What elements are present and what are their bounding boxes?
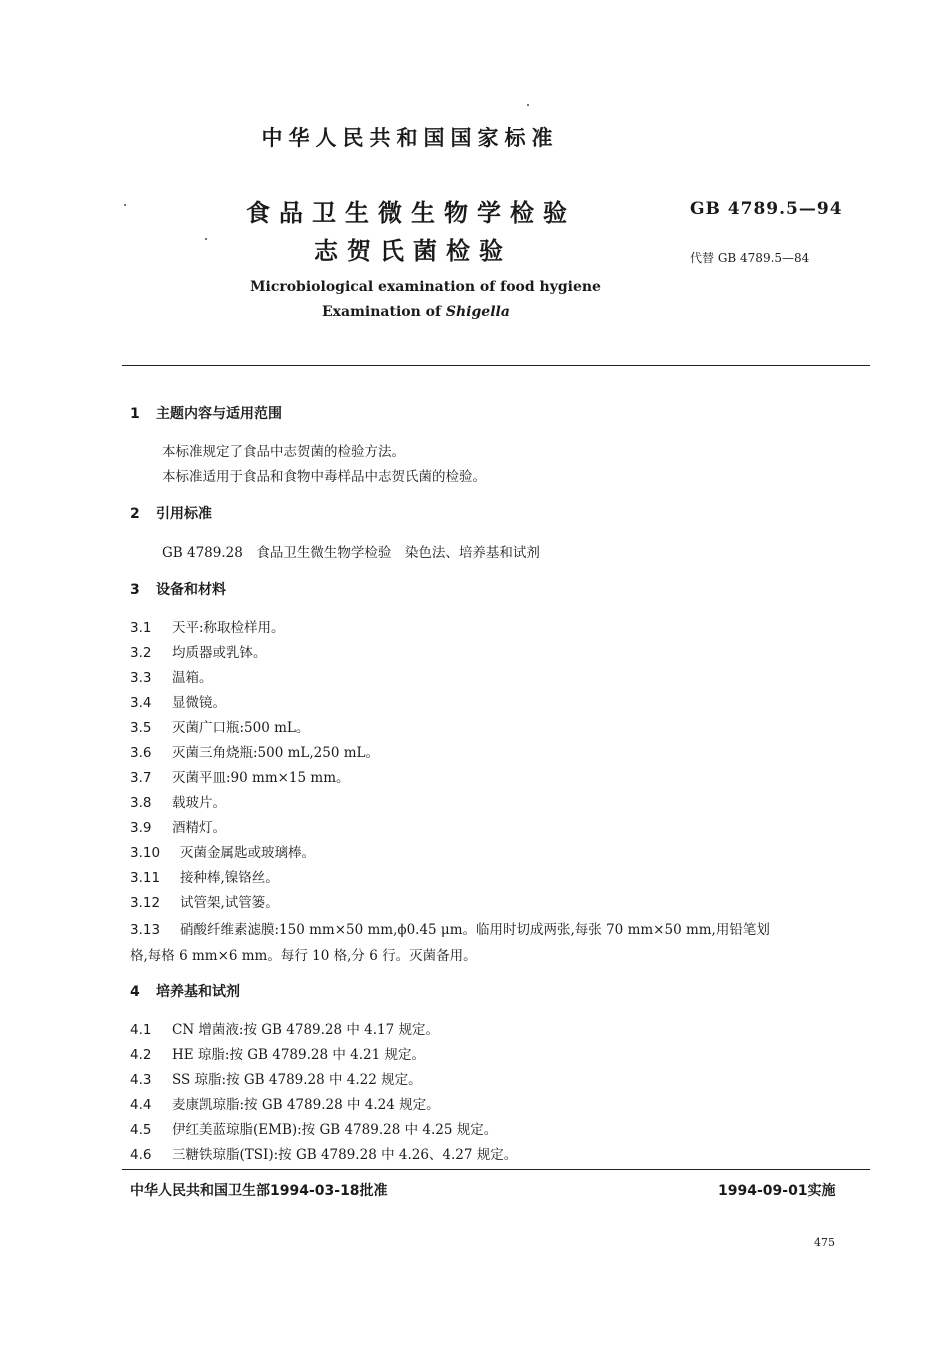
item-number: 3.12 <box>130 895 161 911</box>
item-text: 灭菌三角烧瓶:500 mL,250 mL。 <box>172 745 379 761</box>
footer-divider <box>122 1169 870 1170</box>
list-item <box>130 891 279 911</box>
item-text: 三糖铁琼脂(TSI):按 GB 4789.28 中 4.26、4.27 规定。 <box>172 1147 518 1163</box>
item-text: 灭菌金属匙或玻璃棒。 <box>180 845 315 861</box>
scan-speck <box>527 104 529 106</box>
item-continuation: 格,每格 6 mm×6 mm。每行 10 格,分 6 行。灭菌备用。 <box>130 948 477 964</box>
standard-title-line1: 食品卫生微生物学检验 <box>246 199 576 227</box>
item-text: HE 琼脂:按 GB 4789.28 中 4.21 规定。 <box>172 1047 426 1063</box>
reference-standard: GB 4789.28 食品卫生微生物学检验 染色法、培养基和试剂 <box>162 545 540 561</box>
list-item <box>130 918 770 938</box>
list-item <box>130 691 226 711</box>
item-text: 酒精灯。 <box>172 820 226 836</box>
standard-title-line2: 志贺氏菌检验 <box>314 237 512 265</box>
list-item <box>130 1143 517 1163</box>
section-heading <box>130 403 282 423</box>
scan-speck <box>205 238 207 240</box>
item-number: 4.5 <box>130 1122 152 1138</box>
item-number: 3.1 <box>130 620 152 636</box>
item-number: 3.5 <box>130 720 152 736</box>
item-number: 3.11 <box>130 870 161 886</box>
item-number: 3.7 <box>130 770 152 786</box>
issuing-organization: 中华人民共和国国家标准 <box>261 126 559 150</box>
list-item <box>130 616 285 636</box>
item-text: SS 琼脂:按 GB 4789.28 中 4.22 规定。 <box>172 1072 422 1088</box>
section-title: 引用标准 <box>156 506 212 522</box>
section-title: 设备和材料 <box>156 582 226 598</box>
item-text: 灭菌广口瓶:500 mL。 <box>172 720 310 736</box>
section-title: 主题内容与适用范围 <box>156 406 282 422</box>
item-number: 4.3 <box>130 1072 152 1088</box>
item-number: 3.3 <box>130 670 152 686</box>
page-number: 475 <box>814 1236 835 1249</box>
section-number: 4 <box>130 984 140 1000</box>
paragraph: 本标准规定了食品中志贺菌的检验方法。 <box>162 444 405 460</box>
list-item <box>130 741 379 761</box>
section-heading <box>130 981 240 1001</box>
list-item <box>130 816 226 836</box>
item-text: 试管架,试管篓。 <box>180 895 279 911</box>
item-text: CN 增菌液:按 GB 4789.28 中 4.17 规定。 <box>172 1022 440 1038</box>
item-text: 天平:称取检样用。 <box>172 620 285 636</box>
standard-number: GB 4789.5—94 <box>690 199 843 219</box>
list-item <box>130 1043 425 1063</box>
item-number: 3.13 <box>130 922 161 938</box>
list-item <box>130 1018 439 1038</box>
item-number: 3.4 <box>130 695 152 711</box>
item-text: 接种棒,镍铬丝。 <box>180 870 279 886</box>
section-heading <box>130 579 226 599</box>
item-number: 3.10 <box>130 845 161 861</box>
section-number: 2 <box>130 506 140 522</box>
item-number: 4.1 <box>130 1022 152 1038</box>
item-text: 载玻片。 <box>172 795 226 811</box>
item-text: 硝酸纤维素滤膜:150 mm×50 mm,ϕ0.45 μm。临用时切成两张,每张 70 mm×50 mm,用铅笔划 <box>180 922 770 938</box>
item-text: 灭菌平皿:90 mm×15 mm。 <box>172 770 350 786</box>
item-text: 温箱。 <box>172 670 213 686</box>
implementation-date: 1994-09-01实施 <box>718 1183 836 1199</box>
english-title-line2 <box>322 304 510 320</box>
list-item <box>130 841 315 861</box>
scan-speck <box>124 204 126 206</box>
item-text: 麦康凯琼脂:按 GB 4789.28 中 4.24 规定。 <box>172 1097 440 1113</box>
section-title: 培养基和试剂 <box>156 984 240 1000</box>
header-divider <box>122 365 870 366</box>
item-text: 伊红美蓝琼脂(EMB):按 GB 4789.28 中 4.25 规定。 <box>172 1122 498 1138</box>
list-item <box>130 1093 440 1113</box>
replaces-standard: 代替 GB 4789.5—84 <box>690 251 810 265</box>
list-item <box>130 666 213 686</box>
item-number: 4.6 <box>130 1147 152 1163</box>
item-number: 4.2 <box>130 1047 152 1063</box>
section-heading <box>130 503 212 523</box>
list-item <box>130 1118 497 1138</box>
section-number: 1 <box>130 406 140 422</box>
english-title-line1: Microbiological examination of food hygiene <box>250 279 601 295</box>
list-item <box>130 716 309 736</box>
item-number: 3.2 <box>130 645 152 661</box>
item-number: 3.9 <box>130 820 152 836</box>
paragraph: 本标准适用于食品和食物中毒样品中志贺氏菌的检验。 <box>162 469 486 485</box>
list-item <box>130 866 279 886</box>
item-number: 3.6 <box>130 745 152 761</box>
item-number: 3.8 <box>130 795 152 811</box>
item-text: 显微镜。 <box>172 695 226 711</box>
item-text: 均质器或乳钵。 <box>172 645 267 661</box>
section-number: 3 <box>130 582 140 598</box>
english-title-prefix: Examination of <box>322 304 446 320</box>
approval-statement: 中华人民共和国卫生部1994-03-18批准 <box>130 1183 388 1199</box>
list-item <box>130 641 267 661</box>
item-number: 4.4 <box>130 1097 152 1113</box>
list-item <box>130 766 350 786</box>
list-item <box>130 1068 422 1088</box>
english-title-genus: Shigella <box>445 304 510 320</box>
list-item <box>130 791 226 811</box>
